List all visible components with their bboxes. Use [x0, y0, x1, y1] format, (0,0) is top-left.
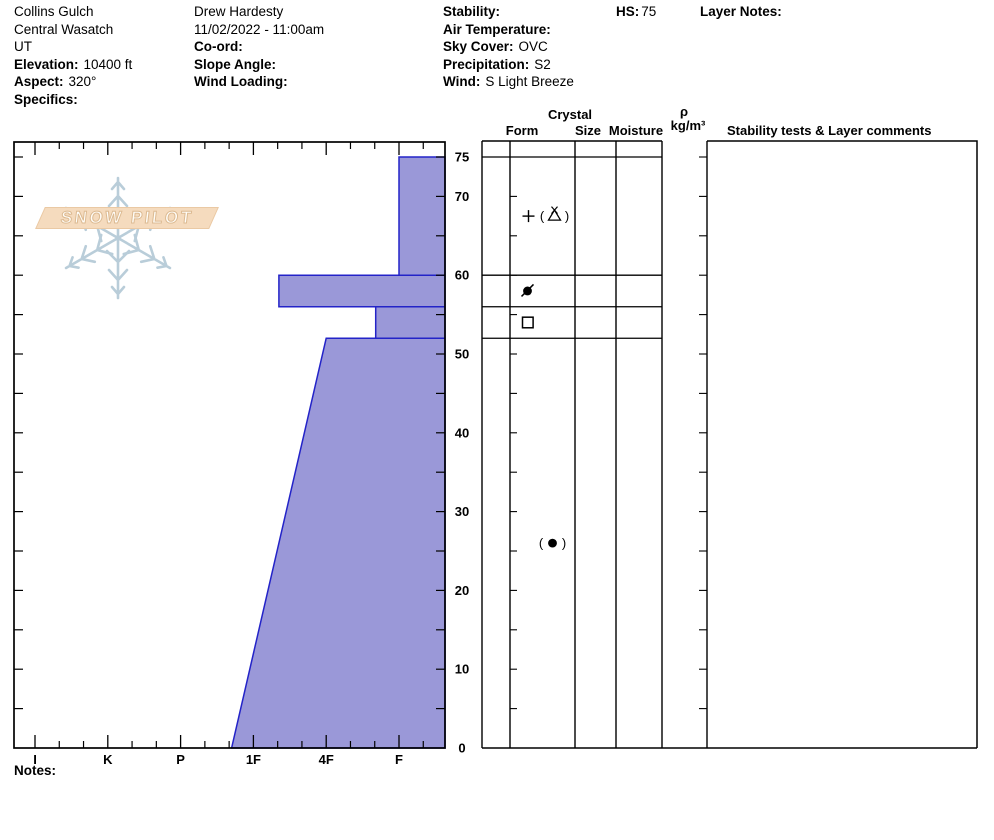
specifics-row: Specifics:: [14, 92, 78, 107]
coord-row: Co-ord:: [194, 39, 243, 54]
observer-name: Drew Hardesty: [194, 4, 284, 19]
paren-glyph: (: [539, 208, 545, 224]
air-temperature-row: Air Temperature:: [443, 22, 551, 37]
wind-loading-row: Wind Loading:: [194, 74, 288, 89]
y-axis-label-70: 70: [454, 188, 470, 204]
x-axis-label-P: P: [176, 752, 185, 767]
stability-row: Stability:: [443, 4, 501, 19]
y-axis-label-10: 10: [454, 661, 470, 677]
x-axis-label-K: K: [103, 752, 113, 767]
x-axis-label-I: I: [33, 752, 37, 767]
y-axis-label-40: 40: [454, 425, 470, 441]
precipitation-row: Precipitation: S2: [443, 57, 551, 72]
hs-row: HS: 75: [616, 4, 657, 19]
paren-glyph: (: [538, 535, 544, 551]
logo-text: SNOW PILOT: [59, 208, 195, 227]
location-region: Central Wasatch: [14, 22, 114, 37]
profile-polygon: [232, 157, 445, 748]
moisture-header: Moisture: [608, 123, 664, 138]
y-axis-label-30: 30: [454, 504, 470, 520]
slope-angle-row: Slope Angle:: [194, 57, 277, 72]
y-axis-label-60: 60: [454, 267, 470, 283]
grain-symbol-facet-square: [523, 317, 534, 328]
density-unit-header: kg/m³: [670, 118, 706, 133]
y-axis-label-50: 50: [454, 346, 470, 362]
grain-symbol-rounded-dot: [548, 539, 557, 548]
elevation-row: Elevation: 10400 ft: [14, 57, 133, 72]
aspect-row: Aspect: 320°: [14, 74, 97, 89]
crystal-header: Crystal: [547, 107, 593, 122]
paren-glyph: ): [564, 208, 570, 224]
x-axis-label-1F: 1F: [245, 752, 261, 767]
sky-cover-row: Sky Cover: OVC: [443, 39, 548, 54]
y-axis-label-75: 75: [454, 149, 470, 165]
comments-header: Stability tests & Layer comments: [727, 123, 932, 138]
comments-box-border: [707, 141, 977, 748]
x-axis-label-4F: 4F: [318, 752, 334, 767]
notes-label: Notes:: [14, 763, 57, 778]
grain-symbol-graupel-triangle: [549, 210, 561, 220]
paren-glyph: ): [561, 535, 567, 551]
size-header: Size: [574, 123, 601, 138]
x-axis-label-F: F: [395, 752, 403, 767]
layer-notes-label: Layer Notes:: [700, 4, 782, 19]
density-header: ρ: [679, 104, 689, 119]
form-header: Form: [505, 123, 539, 138]
y-axis-label-20: 20: [454, 582, 470, 598]
location-state: UT: [14, 39, 32, 54]
observation-datetime: 11/02/2022 - 11:00am: [194, 22, 325, 37]
location-name: Collins Gulch: [14, 4, 94, 19]
y-axis-label-0: 0: [458, 740, 466, 756]
wind-row: Wind: S Light Breeze: [443, 74, 574, 89]
